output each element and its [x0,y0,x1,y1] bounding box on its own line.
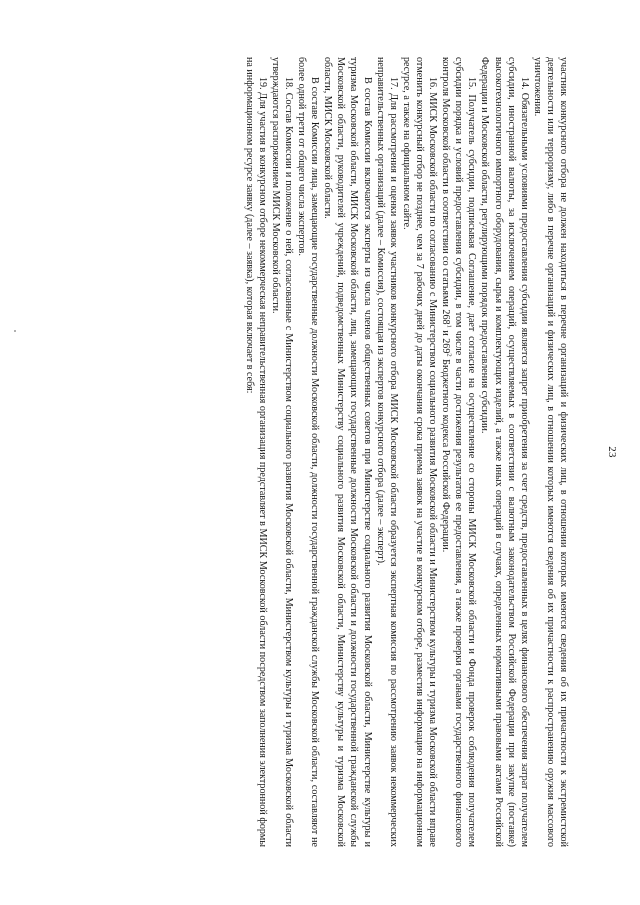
footnote-ref-2: 2 [445,353,453,357]
paragraph-17-commission-limit: В составе Комиссии лица, замещающие государственные должности Московской области, должности государственной гражданской службы Московской области, составляют не более одной трети от общего числа экспертов. [296,57,321,847]
page-number: 23 [606,446,618,458]
paragraph-15-text-before: 15. Получатель субсидии, подписывая Соглашение, дает согласие на осуществление со стороны МИСК Московской области и Фонда проверок соблюдения получателем субсидии порядка и условий предоставления субсидии, в том числе в части достижения результатов ее предоставления, а также проверки органами государственного финансового контроля Московской области в соответствии со статьями 268 [440,57,478,847]
rotated-document-page [70,57,570,847]
footnote-ref-1: 1 [445,324,453,328]
scan-artifact-dot [14,330,16,332]
paragraph-17: 17. Для рассмотрения и оценки заявок участников конкурсного отбора МИСК Московской области образуется экспертная комиссия по рассмотрению заявок некоммерческих неправительственных организаций (далее – Комиссия), состоящая из экспертов конкурсного отбора (далее – эксперт). [374,57,399,847]
paragraph-16: 16. МИСК Московской области по согласованию с Министерством социального развития Московской области и Министерством культуры и туризма Московской области вправе отменить конкурсный отбор не позднее, чем за 7 рабочих дней до даты окончания срока приема заявок на участие в конкурсном отборе, разместив информацию на информационном ресурсе, а также на официальном сайте. [400,57,439,847]
paragraph-15 [439,57,478,847]
paragraph-14: 14. Обязательными условиями предоставления субсидии является запрет приобретения за счет средств, предоставленных в целях финансового обеспечения затрат получателем субсидии, иностранной валюты, за исключением операций, осуществляемых в соответствии с валютным законодательством Российской Федерации при закупке (поставке) высокотехнологичного импортного оборудования, сырья и комплектующих изделий, а также иных операций в случаях, определенных нормативными правовыми актами Российской Федерации и Московской области, регулирующими порядок предоставления субсидии. [479,57,530,847]
paragraph-19: 19. Для участия в конкурсном отборе некоммерческая неправительственная организация представляет в МИСК Московской области посредством заполнения электронной формы на информационном ресурсе заявку (далее – заявка), которая включает в себя: [243,57,268,847]
paragraph-17-commission-members: В состав Комиссии включаются эксперты из числа членов общественных советов при Министерстве социального развития Московской области, Министерстве культуры и туризма Московской области, МИСК Московской области, лиц, замещающих государственные должности Московской области и должности государственной гражданской службы Московской области, руководителей учреждений, подведомственных Министерству социального развития Московской области, Министерству культуры и туризма Московской области, МИСК Московской области. [322,57,373,847]
document-text-body [70,57,570,847]
paragraph-18: 18. Состав Комиссии и положение о ней, согласованные с Министерством социального развития Московской области, Министерством культуры и туризма Московской области утверждаются распоряжением МИСК Московской области. [269,57,295,847]
paragraph-continuation: участник конкурсного отбора не должен находиться в перечне организаций и физических лиц, в отношении которых имеются сведения об их причастности к экстремистской деятельности или терроризму, либо в перечне организаций и физических лиц, в отношении которых имеются сведения об их причастности к распространению оружия массового уничтожения. [531,57,569,847]
paragraph-15-text-middle: и 269 [440,327,452,354]
paragraph-15-text-after: Бюджетного кодекса Российской Федерации. [440,356,452,553]
